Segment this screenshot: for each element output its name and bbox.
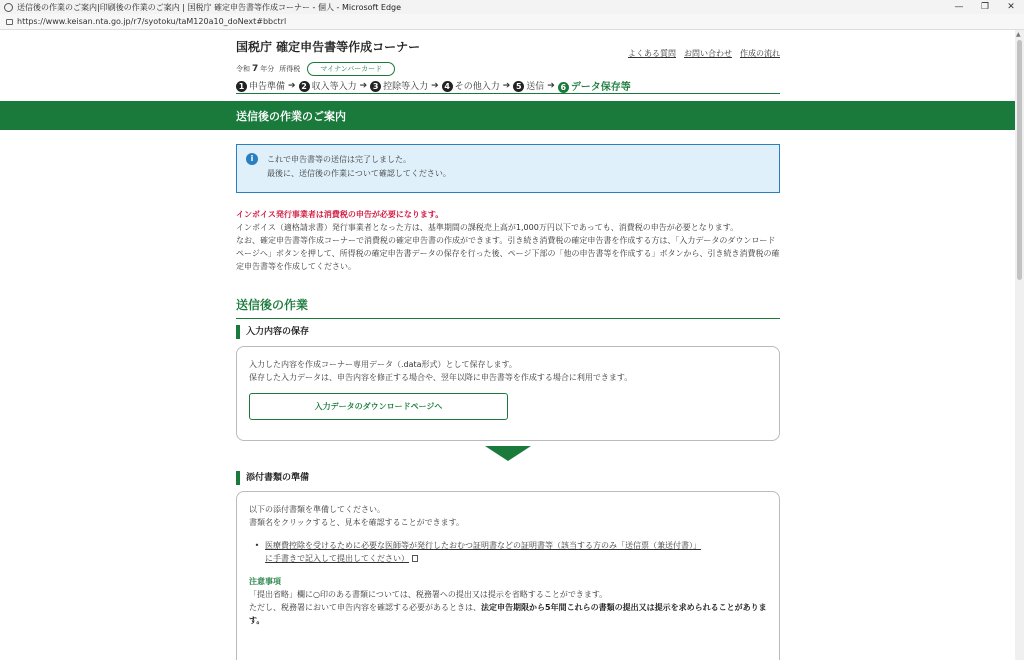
section-title: 送信後の作業 — [236, 298, 309, 312]
step-6-current: 6 データ保存等 — [558, 78, 631, 93]
section-divider — [236, 318, 780, 319]
medical-certificate-link[interactable]: 医療費控除を受けるために必要な医師等が発行したおむつ証明書などの証明書等（該当する方のみ「送信票（兼送付書）」 に手書きで記入して提出してください） — [265, 541, 701, 563]
save-card — [236, 346, 780, 441]
page-viewport — [0, 30, 1015, 660]
step-arrow: ➔ — [431, 80, 439, 91]
page-title-bar — [0, 101, 1015, 130]
year-suffix: 年分 — [260, 65, 275, 73]
step-2: 2 収入等入力 — [299, 79, 357, 92]
notice-paragraph-2: なお、確定申告書等作成コーナーで消費税の確定申告書の作成ができます。引き続き消費税の確定申告書を作成する方は、「入力データのダウンロードページへ」ボタンを押して、所得税の確定申告書データの保存を行った後、ページ下部の「他の申告書等を作成する」ボタンから、引き続き消費税の確定申告書等を作成してください。 — [236, 236, 780, 271]
step-arrow: ➔ — [502, 80, 511, 91]
bullet: • — [254, 541, 260, 550]
vertical-scrollbar[interactable] — [1015, 30, 1024, 660]
restore-button[interactable]: ❐ — [980, 2, 990, 12]
download-page-button[interactable]: 入力データのダウンロードページへ — [249, 393, 508, 420]
page-title: 送信後の作業のご案内 — [236, 110, 346, 123]
progress-steps — [236, 78, 780, 93]
save-line-2: 保存した入力データは、申告内容を修正する場合や、翌年以降に申告書等を作成する場合に利用できます。 — [249, 373, 633, 382]
contact-link[interactable]: お問い合わせ — [684, 49, 732, 58]
attach-heading: 添付書類の準備 — [236, 471, 780, 485]
attach-line-2: 書類名をクリックすると、見本を確認することができます。 — [249, 518, 465, 527]
year-number: 7 — [252, 64, 259, 74]
caution-line-2: ただし、税務署において申告内容を確認する必要があるときは、法定申告期限から5年間これらの書類の提出又は提示を求められることがあります。 — [249, 603, 767, 625]
notice-paragraph-1: インボイス（適格請求書）発行事業者となった方は、基準期間の課税売上高が1,000万円以下であっても、消費税の申告が必要となります。 — [236, 223, 739, 232]
window-titlebar — [0, 0, 1024, 14]
step-4: 4 その他入力 — [442, 79, 500, 92]
caution-title: 注意事項 — [249, 577, 281, 586]
address-bar[interactable] — [0, 14, 1024, 30]
window-title: 送信後の作業のご案内|印刷後の作業のご案内 | 国税庁 確定申告書等作成コーナー - 個人 - Microsoft Edge — [17, 2, 402, 12]
lock-icon — [6, 19, 13, 25]
step-5: 5 送信 — [513, 79, 544, 92]
tax-type-label: 所得税 — [279, 65, 301, 73]
scroll-up-icon[interactable]: ▲ — [1016, 31, 1021, 38]
down-arrow-icon — [485, 446, 531, 461]
caution-line-1: 「提出省略」欄に○印のある書類については、税務署への提出又は提示を省略することができます。 — [249, 590, 608, 599]
document-icon — [412, 555, 418, 562]
era-label: 令和 — [236, 65, 250, 73]
step-3: 3 控除等入力 — [370, 79, 428, 92]
info-icon: i — [246, 153, 258, 165]
header-links — [628, 48, 780, 59]
mynumber-card-badge: マイナンバーカード — [307, 62, 395, 76]
attach-line-1: 以下の添付書類を準備してください。 — [249, 505, 385, 514]
step-arrow: ➔ — [359, 80, 368, 91]
info-box — [236, 144, 780, 193]
scrollbar-thumb[interactable] — [1017, 40, 1022, 280]
site-title[interactable]: 国税庁 確定申告書等作成コーナー — [236, 40, 421, 54]
invoice-notice — [236, 208, 780, 273]
info-line-2: 最後に、送信後の作業について確認してください。 — [267, 169, 451, 178]
step-arrow: ➔ — [547, 80, 555, 91]
edge-icon — [4, 3, 13, 12]
attach-card — [236, 491, 780, 660]
save-heading: 入力内容の保存 — [236, 325, 780, 339]
info-line-1: これで申告書等の送信は完了しました。 — [267, 155, 411, 164]
faq-link[interactable]: よくある質問 — [628, 49, 676, 58]
minimize-button[interactable]: — — [954, 2, 964, 12]
list-item — [249, 539, 767, 565]
step-1: 1 申告準備 — [236, 79, 285, 92]
step-arrow: ➔ — [288, 80, 296, 91]
year-row — [236, 62, 780, 76]
save-line-1: 入力した内容を作成コーナー専用データ（.data形式）として保存します。 — [249, 360, 517, 369]
notice-heading: インボイス発行事業者は消費税の申告が必要になります。 — [236, 210, 444, 219]
flow-link[interactable]: 作成の流れ — [740, 49, 780, 58]
url-text[interactable]: https://www.keisan.nta.go.jp/r7/syotoku/taM120a10_doNext#bbctrl — [17, 17, 287, 26]
close-button[interactable]: ✕ — [1007, 2, 1015, 12]
